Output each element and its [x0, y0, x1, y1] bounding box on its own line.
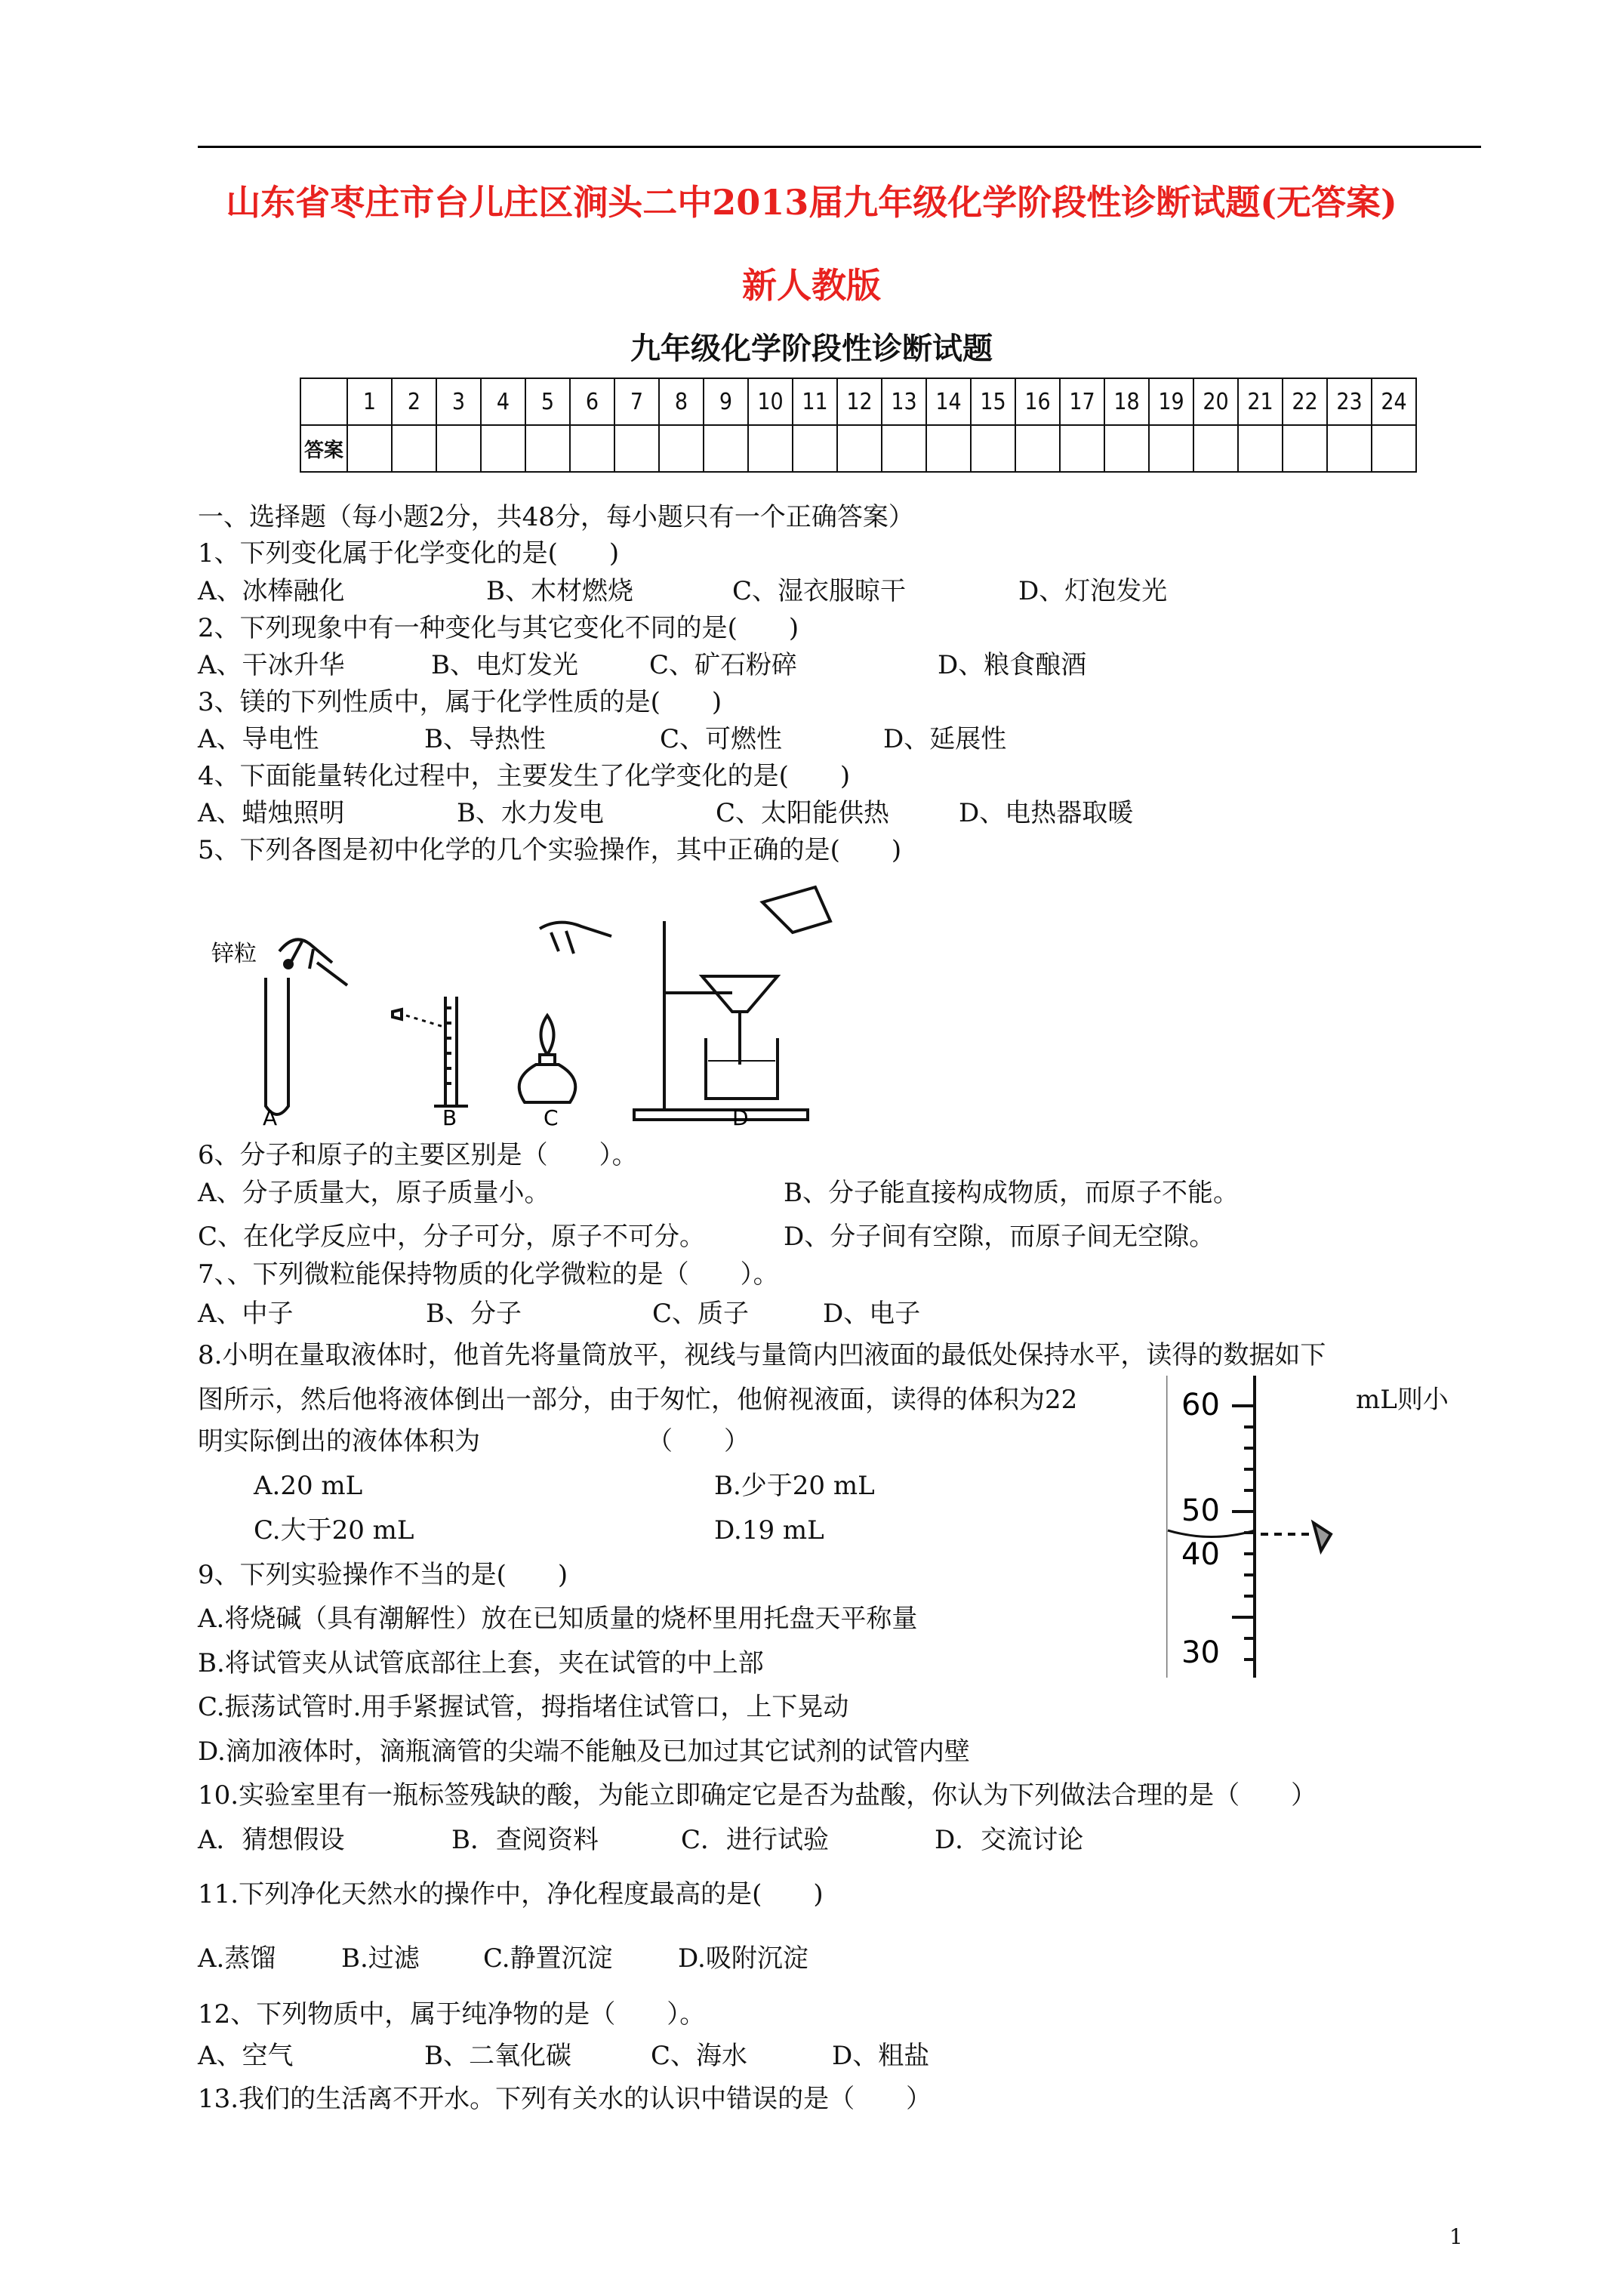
answer-table-number: 17	[1060, 378, 1104, 425]
q9-stem: 9、下列实验操作不当的是( )	[198, 1560, 568, 1590]
answer-table-number: 23	[1327, 378, 1372, 425]
answer-table-number: 22	[1283, 378, 1327, 425]
q3-option-b: B、导热性	[424, 724, 546, 754]
q4-option-a: A、蜡烛照明	[198, 798, 345, 828]
answer-table-number: 16	[1015, 378, 1060, 425]
answer-cell-23[interactable]	[1327, 425, 1372, 472]
answer-cell-21[interactable]	[1238, 425, 1283, 472]
answer-table-number: 24	[1372, 378, 1416, 425]
answer-cell-4[interactable]	[481, 425, 525, 472]
q5-stem: 5、下列各图是初中化学的几个实验操作，其中正确的是( )	[198, 835, 902, 865]
answer-table-number: 10	[748, 378, 793, 425]
answer-table-label: 答案	[300, 425, 347, 472]
answer-table-number: 9	[704, 378, 748, 425]
answer-cell-19[interactable]	[1149, 425, 1193, 472]
q9-option-a: A.将烧碱（具有潮解性）放在已知质量的烧杯里用托盘天平称量	[198, 1604, 918, 1634]
q3-option-d: D、延展性	[883, 724, 1007, 754]
fig-d-pouring-beaker	[762, 887, 830, 932]
answer-table-number-row	[300, 378, 1416, 425]
answer-table-number: 5	[525, 378, 570, 425]
q7-option-d: D、电子	[823, 1299, 921, 1329]
answer-cell-1[interactable]	[347, 425, 392, 472]
answer-table-number: 13	[882, 378, 926, 425]
answer-cell-24[interactable]	[1372, 425, 1416, 472]
q5-figure	[204, 880, 853, 1129]
q9-option-b: B.将试管夹从试管底部往上套，夹在试管的中上部	[198, 1648, 764, 1678]
answer-table-number: 12	[837, 378, 882, 425]
q10-option-a: A．猜想假设	[198, 1825, 345, 1855]
q2-option-d: D、粮食酿酒	[938, 650, 1087, 680]
fig-d-beaker	[706, 1038, 778, 1099]
exam-title: 九年级化学阶段性诊断试题	[630, 331, 993, 366]
answer-cell-18[interactable]	[1104, 425, 1149, 472]
q8-line2-end: mL则小	[1356, 1385, 1449, 1415]
q11-option-d: D.吸附沉淀	[678, 1943, 808, 1974]
q1-option-b: B、木材燃烧	[486, 576, 633, 606]
header-rule	[198, 146, 1481, 148]
fig-c-lamp	[519, 1065, 576, 1102]
q8-line1: 8.小明在量取液体时，他首先将量筒放平，视线与量筒内凹液面的最低处保持水平，读得的数据如下	[198, 1340, 1326, 1370]
answer-table-number: 14	[926, 378, 971, 425]
fig-a-test-tube	[266, 978, 288, 1114]
q10-stem: 10.实验室里有一瓶标签残缺的酸，为能立即确定它是否为盐酸，你认为下列做法合理的是（ ）	[198, 1780, 1317, 1811]
answer-cell-5[interactable]	[525, 425, 570, 472]
q4-stem: 4、下面能量转化过程中，主要发生了化学变化的是( )	[198, 761, 851, 791]
q2-option-c: C、矿石粉碎	[649, 650, 798, 680]
q12-option-b: B、二氧化碳	[424, 2041, 571, 2071]
answer-cell-16[interactable]	[1015, 425, 1060, 472]
q11-option-a: A.蒸馏	[198, 1943, 276, 1974]
q3-option-c: C、可燃性	[660, 724, 783, 754]
answer-cell-13[interactable]	[882, 425, 926, 472]
fig-c-flame	[541, 1015, 554, 1055]
fig-label-zinc: 锌粒	[211, 941, 257, 967]
answer-table-number: 1	[347, 378, 392, 425]
answer-cell-22[interactable]	[1283, 425, 1327, 472]
q8-option-a: A.20 mL	[254, 1471, 363, 1501]
q4-option-d: D、电热器取暖	[959, 798, 1134, 828]
q12-option-c: C、海水	[651, 2041, 748, 2071]
answer-table-number: 11	[793, 378, 837, 425]
fig-b-eye	[393, 1009, 402, 1019]
answer-table-number: 19	[1149, 378, 1193, 425]
q2-option-a: A、干冰升华	[198, 650, 345, 680]
q8-scale-60: 60	[1181, 1388, 1220, 1422]
q6-stem: 6、分子和原子的主要区别是（ ）。	[198, 1140, 638, 1170]
answer-table-number: 4	[481, 378, 525, 425]
answer-table-number: 20	[1193, 378, 1238, 425]
answer-cell-6[interactable]	[570, 425, 614, 472]
q6-option-a: A、分子质量大，原子质量小。	[198, 1178, 550, 1208]
answer-table-number: 6	[570, 378, 614, 425]
q3-stem: 3、镁的下列性质中，属于化学性质的是( )	[198, 687, 722, 717]
q6-option-c: C、在化学反应中，分子可分，原子不可分。	[198, 1222, 706, 1252]
fig-d-stand	[634, 921, 808, 1120]
q9-option-c: C.振荡试管时.用手紧握试管，拇指堵住试管口，上下晃动	[198, 1692, 849, 1722]
q8-scale-50: 50	[1181, 1493, 1220, 1528]
q6-option-d: D、分子间有空隙，而原子间无空隙。	[784, 1222, 1215, 1252]
q7-option-a: A、中子	[198, 1299, 294, 1329]
q8-option-d: D.19 mL	[714, 1515, 824, 1546]
q8-line3: 明实际倒出的液体体积为 （ ）	[198, 1426, 750, 1456]
q1-option-c: C、湿衣服晾干	[732, 576, 907, 606]
q3-option-a: A、导电性	[198, 724, 319, 754]
q8-option-c: C.大于20 mL	[254, 1515, 414, 1546]
answer-cell-12[interactable]	[837, 425, 882, 472]
document-title: 山东省枣庄市台儿庄区涧头二中2013届九年级化学阶段性诊断试题(无答案)	[226, 182, 1397, 223]
q11-option-b: B.过滤	[341, 1943, 420, 1974]
answer-table-number: 7	[614, 378, 659, 425]
q1-option-d: D、灯泡发光	[1018, 576, 1168, 606]
q9-option-d: D.滴加液体时，滴瓶滴管的尖端不能触及已加过其它试剂的试管内壁	[198, 1737, 970, 1767]
q4-option-c: C、太阳能供热	[716, 798, 890, 828]
fig-b-cylinder	[434, 997, 468, 1106]
answer-cell-20[interactable]	[1193, 425, 1238, 472]
q12-stem: 12、下列物质中，属于纯净物的是（ ）。	[198, 1999, 706, 2029]
q12-option-a: A、空气	[198, 2041, 294, 2071]
answer-table-number: 15	[971, 378, 1015, 425]
answer-cell-2[interactable]	[392, 425, 436, 472]
fig-c-hand	[540, 923, 611, 954]
q7-option-c: C、质子	[652, 1299, 750, 1329]
answer-table-answer-row	[300, 425, 1416, 472]
answer-table-number: 18	[1104, 378, 1149, 425]
answer-table-number: 8	[659, 378, 704, 425]
q8-scale-40: 40	[1181, 1537, 1220, 1572]
q10-option-d: D．交流讨论	[935, 1825, 1084, 1855]
q7-option-b: B、分子	[426, 1299, 522, 1329]
q11-stem: 11.下列净化天然水的操作中，净化程度最高的是( )	[198, 1879, 824, 1909]
q8-scale-30: 30	[1181, 1635, 1220, 1670]
section-heading: 一、选择题（每小题2分，共48分，每小题只有一个正确答案）	[198, 502, 914, 532]
q8-cylinder-figure	[1166, 1376, 1340, 1678]
fig-label-c: C	[544, 1105, 559, 1129]
q2-stem: 2、下列现象中有一种变化与其它变化不同的是( )	[198, 613, 799, 643]
answer-cell-15[interactable]	[971, 425, 1015, 472]
q2-option-b: B、电灯发光	[431, 650, 578, 680]
answer-cell-7[interactable]	[614, 425, 659, 472]
answer-cell-11[interactable]	[793, 425, 837, 472]
answer-table-corner	[300, 378, 347, 425]
answer-cell-10[interactable]	[748, 425, 793, 472]
answer-table	[300, 378, 1417, 473]
answer-table-number: 21	[1238, 378, 1283, 425]
q11-option-c: C.静置沉淀	[483, 1943, 613, 1974]
q12-option-d: D、粗盐	[832, 2041, 930, 2071]
q13-stem: 13.我们的生活离不开水。下列有关水的认识中错误的是（ ）	[198, 2084, 932, 2114]
q10-option-b: B．查阅资料	[451, 1825, 599, 1855]
q8-eye-icon	[1313, 1523, 1331, 1551]
q6-option-b: B、分子能直接构成物质，而原子不能。	[784, 1178, 1239, 1208]
q1-stem: 1、下列变化属于化学变化的是( )	[198, 538, 620, 569]
answer-table-number: 3	[436, 378, 481, 425]
page-number: 1	[1449, 2224, 1463, 2249]
answer-cell-3[interactable]	[436, 425, 481, 472]
fig-label-a: A	[263, 1105, 278, 1129]
answer-cell-9[interactable]	[704, 425, 748, 472]
fig-label-b: B	[442, 1105, 457, 1129]
answer-cell-8[interactable]	[659, 425, 704, 472]
q4-option-b: B、水力发电	[457, 798, 604, 828]
answer-cell-17[interactable]	[1060, 425, 1104, 472]
answer-cell-14[interactable]	[926, 425, 971, 472]
q10-option-c: C．进行试验	[681, 1825, 830, 1855]
fig-label-d: D	[732, 1105, 749, 1129]
answer-table-number: 2	[392, 378, 436, 425]
document-subtitle: 新人教版	[742, 265, 881, 306]
q1-option-a: A、冰棒融化	[198, 576, 345, 606]
q8-option-b: B.少于20 mL	[714, 1471, 875, 1501]
q7-stem: 7、、下列微粒能保持物质的化学微粒的是（ ）。	[198, 1259, 779, 1290]
q8-line2: 图所示，然后他将液体倒出一部分，由于匆忙，他俯视液面，读得的体积为22	[198, 1385, 1078, 1415]
